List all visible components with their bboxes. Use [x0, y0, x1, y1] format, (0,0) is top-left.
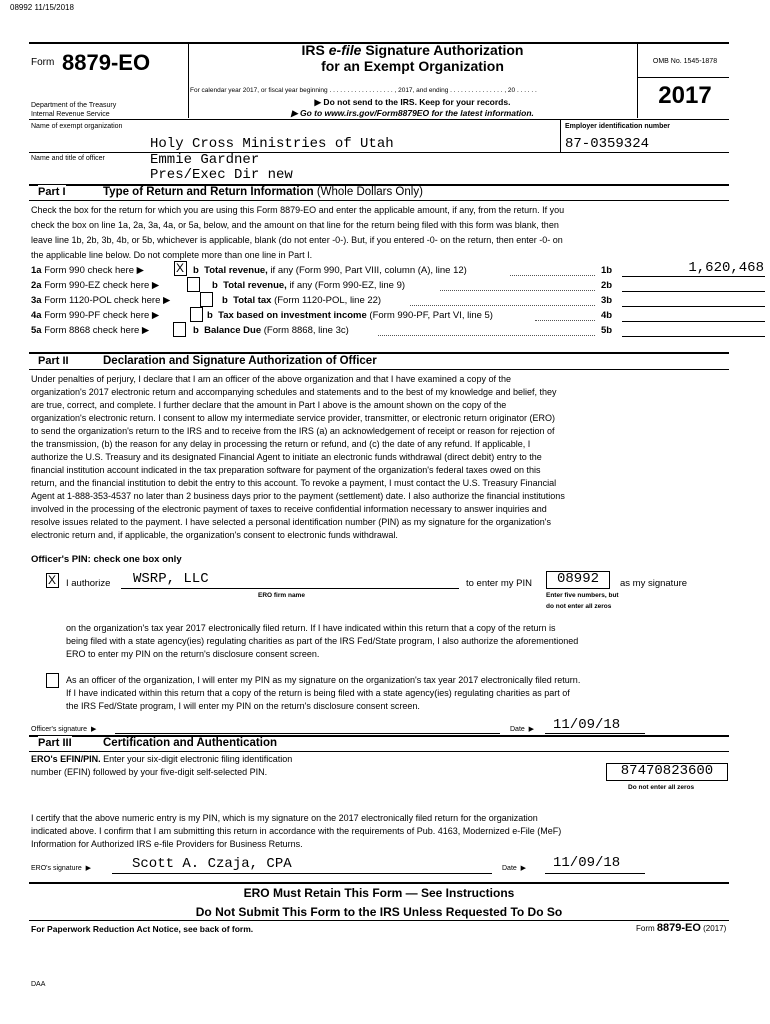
- total-revenue-990-field[interactable]: 1,620,468: [688, 260, 764, 276]
- part1-label: Part I: [38, 186, 66, 198]
- ero-efin-pin-field[interactable]: 87470823600: [606, 763, 728, 781]
- option2-line-1: As an officer of the organization, I will enter my PIN as my signature on the organization's tax year 2017 electronically filed return.: [66, 675, 581, 685]
- ein-field[interactable]: 87-0359324: [565, 136, 650, 152]
- org-name-field[interactable]: Holy Cross Ministries of Utah: [150, 136, 394, 152]
- do-not-submit-notice: Do Not Submit This Form to the IRS Unless Requested To Do So: [195, 905, 563, 919]
- officer-self-pin-checkbox[interactable]: [46, 673, 59, 688]
- part2-para-11: involved in the processing of the electronic payment of taxes to receive confidential information necessary to answer inquiries and: [31, 504, 547, 514]
- line-2b-label: b Total revenue, if any (Form 990-EZ, line 9): [212, 280, 406, 291]
- officer-pin-field[interactable]: 08992: [546, 571, 610, 589]
- part1-para-4: the applicable line below. Do not complete more than one line in Part I.: [31, 250, 313, 260]
- instruction-do-not-send: ▶ Do not send to the IRS. Keep for your records.: [314, 97, 511, 107]
- authorize-text: I authorize: [66, 578, 111, 589]
- form-title-line1: IRS e-file Signature Authorization: [301, 42, 524, 58]
- ero-signature-label: ERO's signature ▶: [31, 865, 92, 872]
- enter-five-note-1: Enter five numbers, but: [546, 592, 619, 599]
- cert-line-3: Information for Authorized IRS e-file Providers for Business Returns.: [31, 839, 303, 849]
- line-1b-label: b Total revenue, if any (Form 990, Part VIII, column (A), line 12): [193, 265, 467, 276]
- officer-title-field[interactable]: Pres/Exec Dir new: [150, 167, 293, 183]
- part2-para-8: financial institution account indicated in the tax preparation software for payment of the organization's federal taxes owed on this: [31, 465, 541, 475]
- cert-line-2: indicated above. I confirm that I am submitting this return in accordance with the requirements of Pub. 4163, Modernized e-File (MeF): [31, 826, 562, 836]
- calendar-year-line: For calendar year 2017, or fiscal year beginning . . . . . . . . . . . . . . . . . . , 2017, and ending . . . . . . . . . . . . . . . , 20 . . . . . .: [190, 87, 537, 94]
- officer-signature-label: Officer's signature ▶: [31, 726, 97, 733]
- form-990pf-checkbox[interactable]: [190, 307, 203, 322]
- line-5a: 5a Form 8868 check here ▶: [31, 325, 150, 336]
- option2-line-3: the IRS Fed/State program, I will enter my PIN on the return's disclosure consent screen.: [66, 701, 420, 711]
- option1-line-2: being filed with a state agency(ies) regulating charities as part of the IRS Fed/State program, I also authorize the aforementioned: [66, 636, 579, 646]
- form-8868-checkbox[interactable]: [173, 322, 186, 337]
- omb-number: OMB No. 1545-1878: [652, 58, 718, 65]
- part2-label: Part II: [38, 355, 69, 367]
- option1-line-1: on the organization's tax year 2017 electronically filed return. If I have indicated within this return that a copy of the return is: [66, 623, 556, 633]
- part1-para-2: check the box on line 1a, 2a, 3a, 4a, or 5a, below, and the amount on that line for the return being filed with this form was blank, then: [31, 220, 559, 230]
- option2-line-2: If I have indicated within this return that a copy of the return is being filed with a state agency(ies) regulating charities as part of: [66, 688, 570, 698]
- paperwork-notice: For Paperwork Reduction Act Notice, see back of form.: [31, 924, 254, 934]
- to-enter-pin-text: to enter my PIN: [466, 578, 532, 589]
- line-2b-num: 2b: [601, 280, 613, 291]
- form-1120pol-checkbox[interactable]: [200, 292, 213, 307]
- pin-heading: Officer's PIN: check one box only: [31, 554, 182, 565]
- part3-label: Part III: [38, 737, 72, 749]
- ero-date-field[interactable]: 11/09/18: [553, 855, 621, 871]
- print-stamp: 08992 11/15/2018: [10, 3, 74, 12]
- part1-title: Type of Return and Return Information (Whole Dollars Only): [103, 186, 423, 198]
- part1-para-3: leave line 1b, 2b, 3b, 4b, or 5b, whichever is applicable, blank (do not enter -0-). But, if you entered -0- on the return, then enter -0- on: [31, 235, 563, 245]
- part2-para-13: electronic return and, if applicable, the organization's consent to electronic funds withdrawal.: [31, 530, 398, 540]
- instruction-website: ▶ Go to www.irs.gov/Form8879EO for the latest information.: [291, 108, 534, 118]
- form-number: 8879-EO: [62, 50, 151, 75]
- line-1b-num: 1b: [601, 265, 613, 276]
- enter-five-note-2: do not enter all zeros: [546, 603, 612, 610]
- ero-signature-field[interactable]: Scott A. Czaja, CPA: [132, 856, 292, 872]
- line-4a: 4a Form 990-PF check here ▶: [31, 310, 160, 321]
- part2-para-5: to send the organization's return to the IRS and to receive from the IRS (a) an acknowledgement of receipt or reason for rejection of: [31, 426, 555, 436]
- officer-date-label: Date ▶: [510, 726, 535, 733]
- irs-label: Internal Revenue Service: [31, 111, 110, 118]
- org-name-label: Name of exempt organization: [31, 123, 123, 130]
- ero-date-label: Date ▶: [502, 865, 527, 872]
- authorize-ero-checkbox[interactable]: X: [46, 573, 59, 588]
- option1-line-3: ERO to enter my PIN on the return's disclosure consent screen.: [66, 649, 320, 659]
- part3-title: Certification and Authentication: [103, 737, 277, 749]
- line-3b-label: b Total tax (Form 1120-POL, line 22): [222, 295, 382, 306]
- tax-year: 2017: [658, 82, 712, 109]
- efin-text-line1: ERO's EFIN/PIN. Enter your six-digit electronic filing identification: [31, 754, 293, 764]
- line-2a: 2a Form 990-EZ check here ▶: [31, 280, 160, 291]
- part2-para-12: resolve issues related to the payment. I have selected a personal identification number (PIN) as my signature for the organization's: [31, 517, 551, 527]
- officer-label: Name and title of officer: [31, 155, 105, 162]
- line-4b-label: b Tax based on investment income (Form 990-PF, Part VI, line 5): [207, 310, 493, 321]
- line-3a: 3a Form 1120-POL check here ▶: [31, 295, 171, 306]
- part2-para-6: the transmission, (b) the reason for any delay in processing the return or refund, and (c) the date of any refund. If applicable, I: [31, 439, 531, 449]
- daa-mark: DAA: [31, 981, 46, 988]
- ein-label: Employer identification number: [565, 123, 671, 130]
- part2-para-9: return, and the financial institution to debit the entry to this account. To revoke a payment, I must contact the U.S. Treasury Financial: [31, 478, 557, 488]
- ero-firm-label: ERO firm name: [258, 592, 305, 599]
- cert-line-1: I certify that the above numeric entry is my PIN, which is my signature on the 2017 electronically filed return for the organization: [31, 813, 538, 823]
- line-4b-num: 4b: [601, 310, 613, 321]
- no-zeros-note: Do not enter all zeros: [628, 784, 695, 791]
- dept-treasury: Department of the Treasury: [31, 102, 117, 109]
- line-3b-num: 3b: [601, 295, 613, 306]
- form-reference: Form 8879-EO (2017): [636, 922, 727, 934]
- line-5b-num: 5b: [601, 325, 613, 336]
- part2-para-10: Agent at 1-888-353-4537 no later than 2 business days prior to the payment (settlement) date. I also authorize the financial institutions: [31, 491, 565, 501]
- part2-para-7: authorize the U.S. Treasury and its designated Financial Agent to initiate an electronic funds withdrawal (direct debit) entry to the: [31, 452, 542, 462]
- line-1a: 1a Form 990 check here ▶: [31, 265, 144, 276]
- ero-firm-field[interactable]: WSRP, LLC: [133, 571, 209, 587]
- form-990ez-checkbox[interactable]: [187, 277, 200, 292]
- part2-para-3: are true, correct, and complete. I further declare that the amount in Part I above is the amount shown on the copy of the: [31, 400, 507, 410]
- efin-text-line2: number (EFIN) followed by your five-digit self-selected PIN.: [31, 767, 268, 777]
- part2-title: Declaration and Signature Authorization of Officer: [103, 355, 377, 367]
- part2-para-4: organization's electronic return. I consent to allow my intermediate service provider, transmitter, or electronic return originator (ERO): [31, 413, 555, 423]
- officer-date-field[interactable]: 11/09/18: [553, 717, 621, 733]
- part2-para-1: Under penalties of perjury, I declare that I am an officer of the above organization and that I have examined a copy of the: [31, 374, 511, 384]
- part2-para-2: organization's 2017 electronic return and accompanying schedules and statements and to the best of my knowledge and belief, they: [31, 387, 557, 397]
- part1-para-1: Check the box for the return for which you are using this Form 8879-EO and enter the applicable amount, if any, from the return. If you: [31, 205, 565, 215]
- line-5b-label: b Balance Due (Form 8868, line 3c): [193, 325, 349, 336]
- officer-name-field[interactable]: Emmie Gardner: [150, 152, 260, 168]
- as-signature-text: as my signature: [620, 578, 688, 589]
- retain-notice: ERO Must Retain This Form — See Instructions: [243, 886, 515, 900]
- form-title-line2: for an Exempt Organization: [321, 58, 504, 74]
- form-word: Form: [31, 57, 55, 68]
- form-990-checkbox[interactable]: X: [174, 261, 187, 276]
